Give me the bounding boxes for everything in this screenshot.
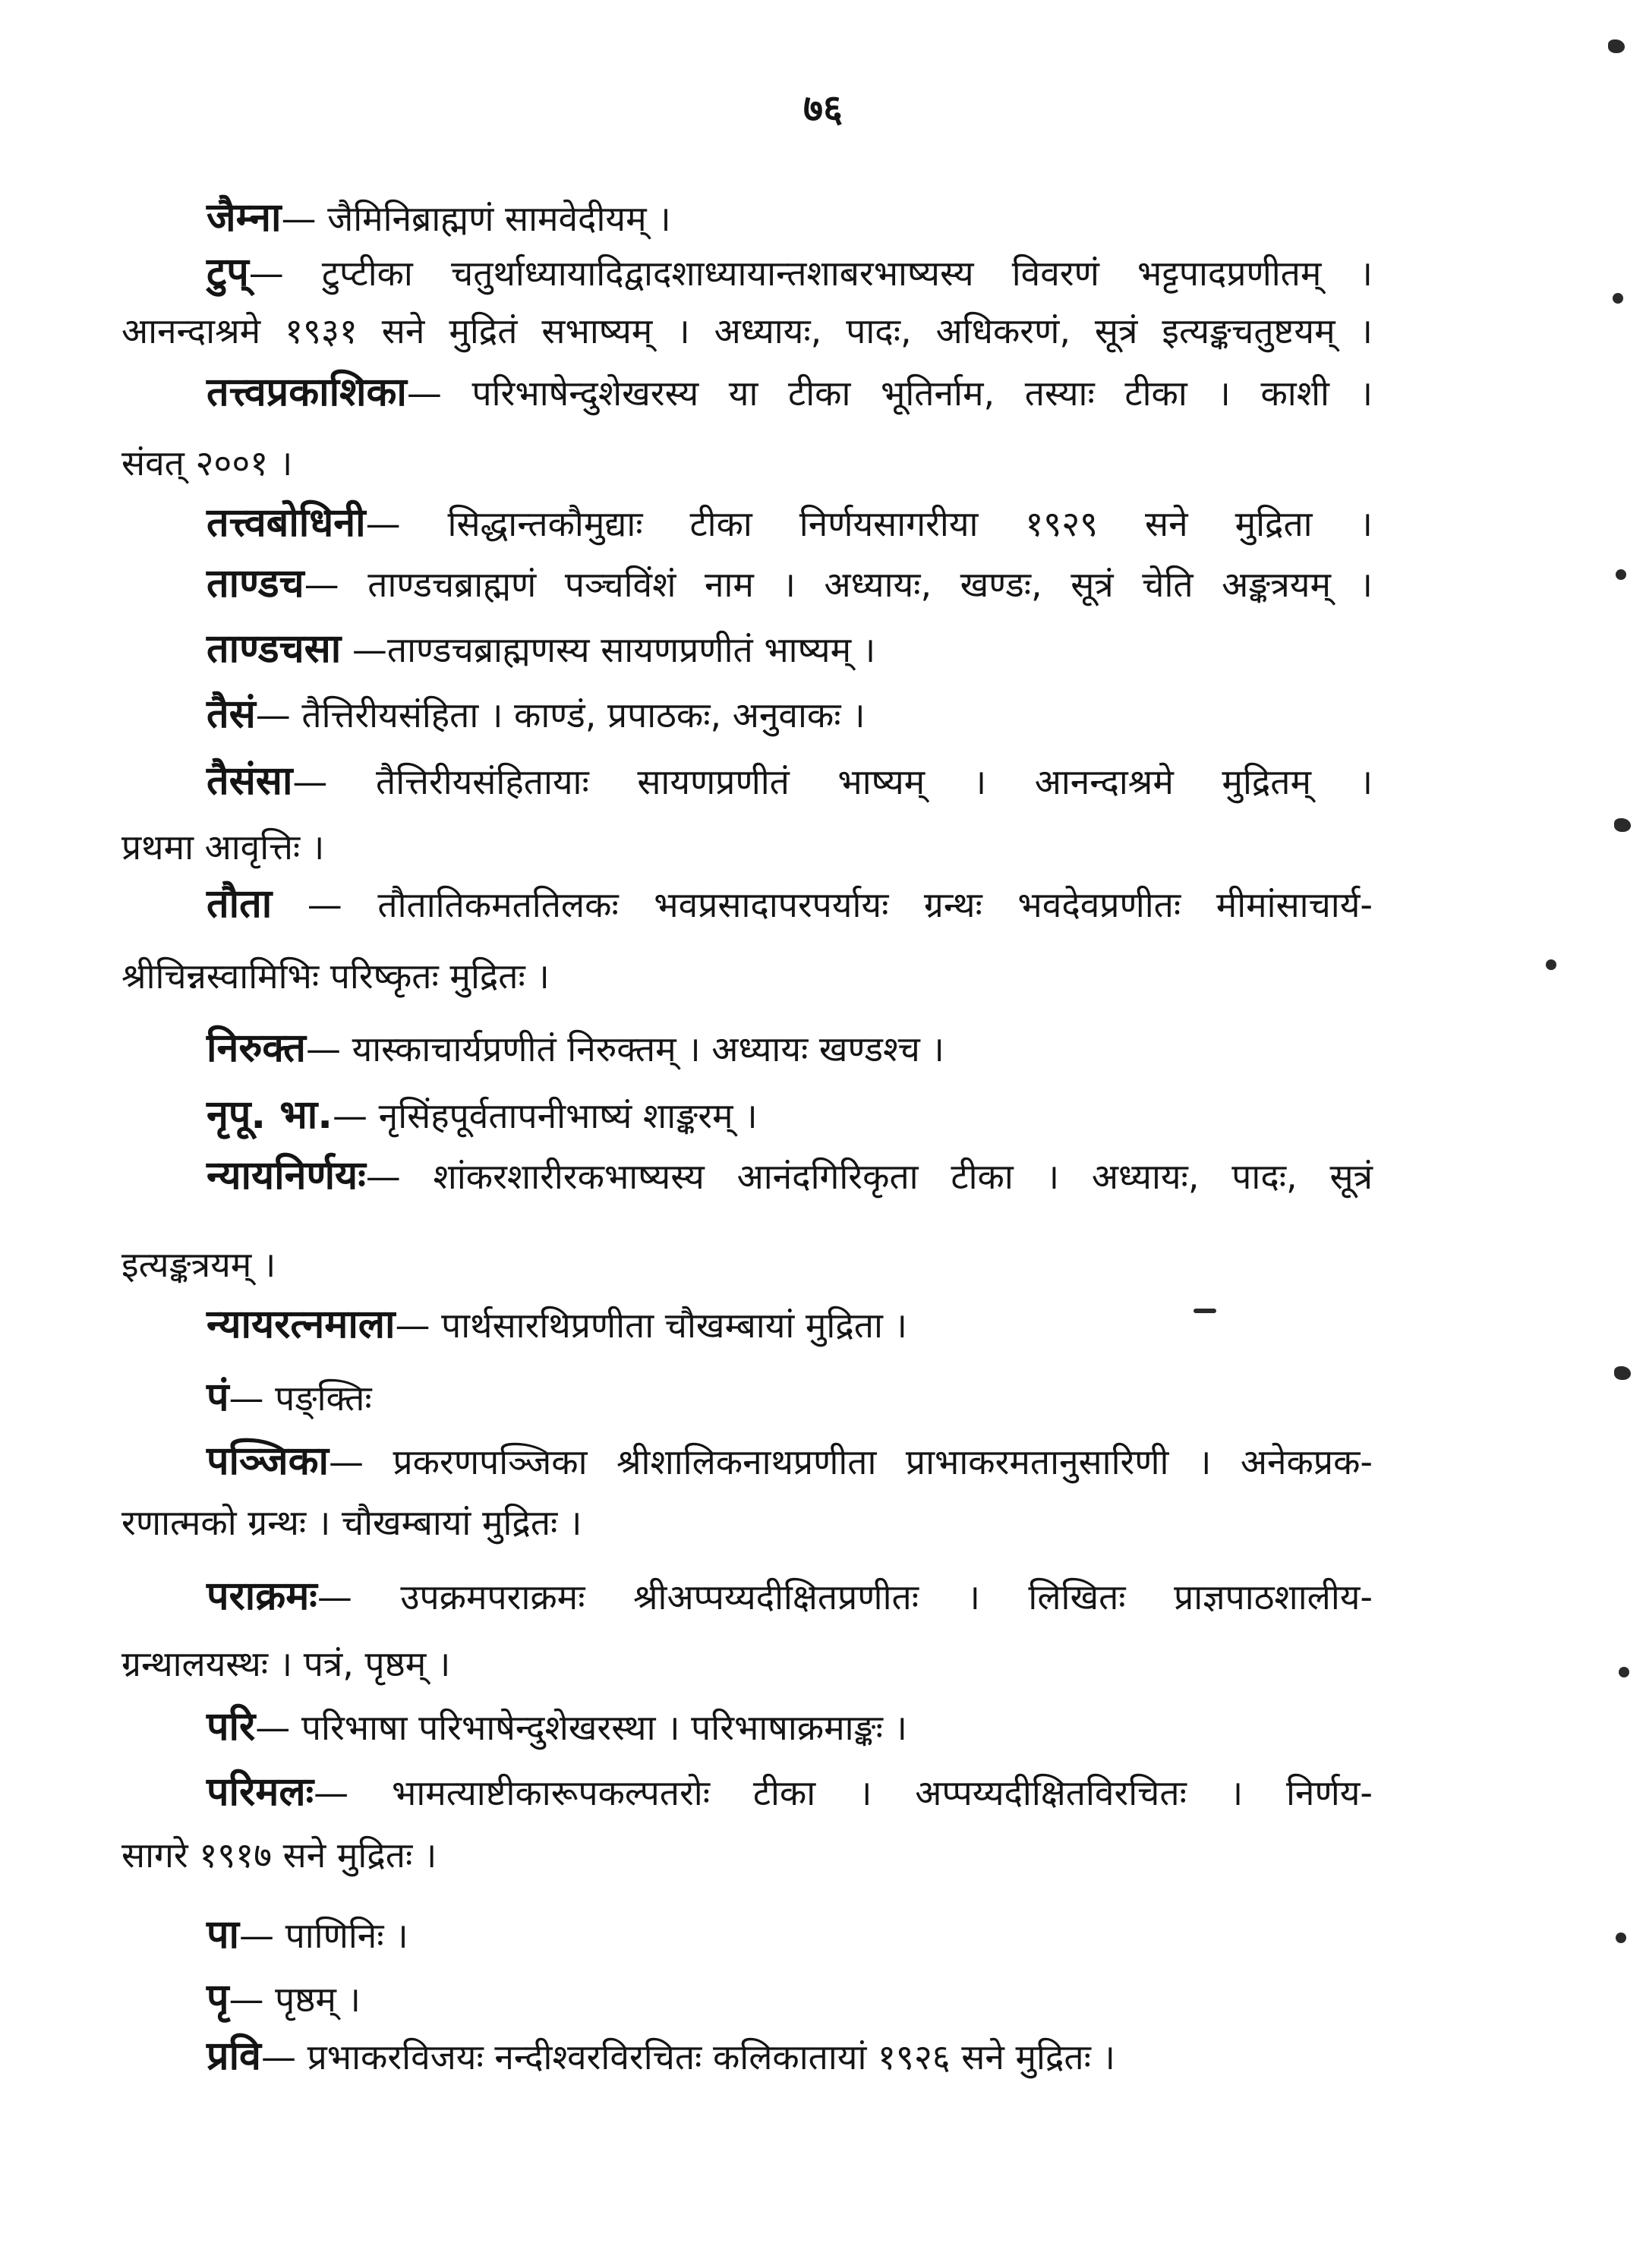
list-item-continuation xyxy=(121,956,1373,997)
scan-speck xyxy=(1608,39,1625,53)
entry-separator: — xyxy=(329,1441,393,1482)
list-item xyxy=(207,2034,1373,2080)
scan-speck xyxy=(1616,569,1626,580)
entry-text: टुप्टीका चतुर्थाध्यायादिद्वादशाध्यायान्तशाबरभाष्यस्य विवरणं भट्टपादप्रणीतम् । xyxy=(321,253,1373,294)
scan-speck xyxy=(1613,293,1623,304)
entry-headword: तत्त्वबोधिनी xyxy=(207,500,366,546)
entry-text: प्रभाकरविजयः नन्दीश्वरविरचितः कलिकातायां १९२६ सने मुद्रितः । xyxy=(307,2036,1115,2077)
entry-separator: — xyxy=(395,1305,442,1346)
entry-text: तौतातिकमततिलकः भवप्रसादापरपर्यायः ग्रन्थः भवदेवप्रणीतः मीमांसाचार्य- xyxy=(377,884,1373,925)
entry-text: सिद्धान्तकौमुद्याः टीका निर्णयसागरीया १९२९ सने मुद्रिता । xyxy=(447,503,1373,544)
entry-separator: — xyxy=(255,1707,301,1748)
entry-text: सागरे १९१७ सने मुद्रितः । xyxy=(121,1835,437,1876)
list-item xyxy=(207,882,1373,928)
list-item xyxy=(207,1375,1373,1421)
entry-headword: निरुक्त xyxy=(207,1025,306,1071)
entry-headword: परिमलः xyxy=(207,1769,314,1815)
entry-text: श्रीचिन्नस्वामिभिः परिष्कृतः मुद्रितः । xyxy=(121,956,550,997)
entry-separator: — xyxy=(229,1378,276,1419)
entry-separator: — xyxy=(260,2036,307,2077)
list-item xyxy=(207,562,1373,607)
entry-headword: तैसंसा xyxy=(207,758,293,804)
entry-headword: परि xyxy=(207,1704,256,1750)
scan-speck xyxy=(1614,818,1631,832)
list-item xyxy=(207,1026,1373,1072)
entry-headword: पं xyxy=(207,1375,229,1420)
entry-text: आनन्दाश्रमे १९३१ सने मुद्रितं सभाष्यम् । अध्यायः, पादः, अधिकरणं, सूत्रं इत्यङ्कचतुष्टयम् । xyxy=(121,310,1373,351)
list-item-continuation xyxy=(121,1503,1373,1543)
entry-separator: — xyxy=(281,198,328,239)
list-item xyxy=(207,759,1373,805)
entry-text: जैमिनिब्राह्मणं सामवेदीयम् । xyxy=(327,198,671,239)
entry-headword: न्यायनिर्णयः xyxy=(207,1153,366,1199)
list-item xyxy=(207,1439,1373,1485)
list-item xyxy=(207,1977,1373,2022)
entry-headword: ताण्डच xyxy=(207,561,304,606)
entry-headword: पृ xyxy=(207,1976,229,2021)
scan-speck xyxy=(1619,1667,1629,1677)
entry-headword: पञ्जिका xyxy=(207,1438,329,1484)
entry-text: परिभाषा परिभाषेन्दुशेखरस्था । परिभाषाक्रमाङ्कः । xyxy=(301,1707,907,1748)
entry-separator: — xyxy=(406,373,472,414)
entry-headword: पा xyxy=(207,1912,240,1958)
entry-separator: — xyxy=(272,884,378,925)
entry-text: भामत्याष्टीकारूपकल्पतरोः टीका । अप्पय्यदीक्षितविरचितः । निर्णय- xyxy=(391,1772,1373,1813)
entry-text: ग्रन्थालयस्थः । पत्रं, पृष्ठम् । xyxy=(121,1643,451,1684)
entry-text: उपक्रमपराक्रमः श्रीअप्पय्यदीक्षितप्रणीतः । लिखितः प्राज्ञपाठशालीय- xyxy=(400,1577,1373,1618)
entry-text: ताण्डचब्राह्मणं पञ्चविंशं नाम । अध्यायः, खण्डः, सूत्रं चेति अङ्कत्रयम् । xyxy=(367,564,1373,605)
entry-text: इत्यङ्कत्रयम् । xyxy=(121,1244,276,1285)
entry-separator: — xyxy=(317,1577,401,1618)
scan-speck xyxy=(1194,1309,1216,1313)
entry-separator: — xyxy=(314,1772,392,1813)
entry-separator: — xyxy=(365,1156,434,1197)
entry-text: प्रकरणपञ्जिका श्रीशालिकनाथप्रणीता प्राभाकरमतानुसारिणी । अनेकप्रक- xyxy=(393,1441,1373,1482)
scan-speck xyxy=(1616,1933,1626,1943)
scan-speck xyxy=(1546,959,1556,970)
scan-speck xyxy=(1614,1366,1631,1380)
page-number: ७६ xyxy=(803,87,843,131)
entry-text: तैत्तिरीयसंहितायाः सायणप्रणीतं भाष्यम् । आनन्दाश्रमे मुद्रितम् । xyxy=(375,761,1373,802)
entry-headword: ताण्डचसा xyxy=(207,626,342,672)
entry-headword: तौता xyxy=(207,881,273,927)
entry-separator: — xyxy=(341,629,387,670)
list-item xyxy=(207,1574,1373,1620)
entry-separator: — xyxy=(292,761,376,802)
list-item xyxy=(207,370,1373,416)
entry-text: पाणिनिः । xyxy=(285,1915,408,1956)
list-item xyxy=(207,1705,1373,1750)
entry-text: रणात्मको ग्रन्थः । चौखम्बायां मुद्रितः । xyxy=(121,1502,582,1543)
entry-text: प्रथमा आवृत्तिः । xyxy=(121,827,325,868)
list-item xyxy=(207,250,1373,296)
entry-headword: न्यायरत्नमाला xyxy=(207,1302,396,1347)
entry-text: संवत् २००१ । xyxy=(121,443,293,484)
entry-text: पङ्क्तिः xyxy=(275,1378,372,1419)
entry-text: तैत्तिरीयसंहिता । काण्डं, प्रपाठकः, अनुवाकः । xyxy=(301,695,866,736)
list-item xyxy=(207,627,1373,673)
list-item xyxy=(207,501,1373,547)
list-item-continuation xyxy=(121,1644,1373,1684)
entry-text: पार्थसारथिप्रणीता चौखम्बायां मुद्रिता । xyxy=(441,1305,907,1346)
entry-text: ताण्डचब्राह्मणस्य सायणप्रणीतं भाष्यम् । xyxy=(386,629,876,670)
entry-text: यास्काचार्यप्रणीतं निरुक्तम् । अध्यायः खण्डश्च । xyxy=(352,1028,944,1069)
list-item xyxy=(207,1913,1373,1958)
entry-headword: प्रवि xyxy=(207,2033,261,2079)
entry-headword: नृपू. भा. xyxy=(207,1092,333,1138)
list-item xyxy=(207,1093,1373,1139)
entry-text: शांकरशारीरकभाष्यस्य आनंदगिरिकृता टीका । अध्यायः, पादः, सूत्रं xyxy=(433,1156,1373,1197)
entry-separator: — xyxy=(333,1095,379,1136)
entry-text: पृष्ठम् । xyxy=(275,1979,361,2020)
entry-separator: — xyxy=(305,1028,352,1069)
entry-headword: पराक्रमः xyxy=(207,1573,317,1619)
entry-headword: तत्त्वप्रकाशिका xyxy=(207,370,407,415)
list-item xyxy=(207,692,1373,738)
list-item xyxy=(207,1770,1373,1816)
entry-separator: — xyxy=(229,1979,276,2020)
entry-separator: — xyxy=(248,253,322,294)
entry-separator: — xyxy=(239,1915,285,1956)
list-item-continuation xyxy=(121,827,1373,868)
list-item-continuation xyxy=(121,443,1373,484)
entry-text: नृसिंहपूर्वतापनीभाष्यं शाङ्करम् । xyxy=(378,1095,758,1136)
entry-separator: — xyxy=(255,695,302,736)
list-item xyxy=(207,196,1373,241)
entry-separator: — xyxy=(365,503,448,544)
list-item-continuation xyxy=(121,311,1373,351)
list-item-continuation xyxy=(121,1835,1373,1876)
entry-headword: टुप् xyxy=(207,250,249,295)
entry-text: परिभाषेन्दुशेखरस्य या टीका भूतिर्नाम, तस्याः टीका । काशी । xyxy=(471,373,1373,414)
entry-headword: तैसं xyxy=(207,691,256,737)
entry-separator: — xyxy=(304,564,368,605)
list-item xyxy=(207,1154,1373,1199)
list-item-continuation xyxy=(121,1245,1373,1285)
entry-headword: जैम्ना xyxy=(207,195,282,241)
